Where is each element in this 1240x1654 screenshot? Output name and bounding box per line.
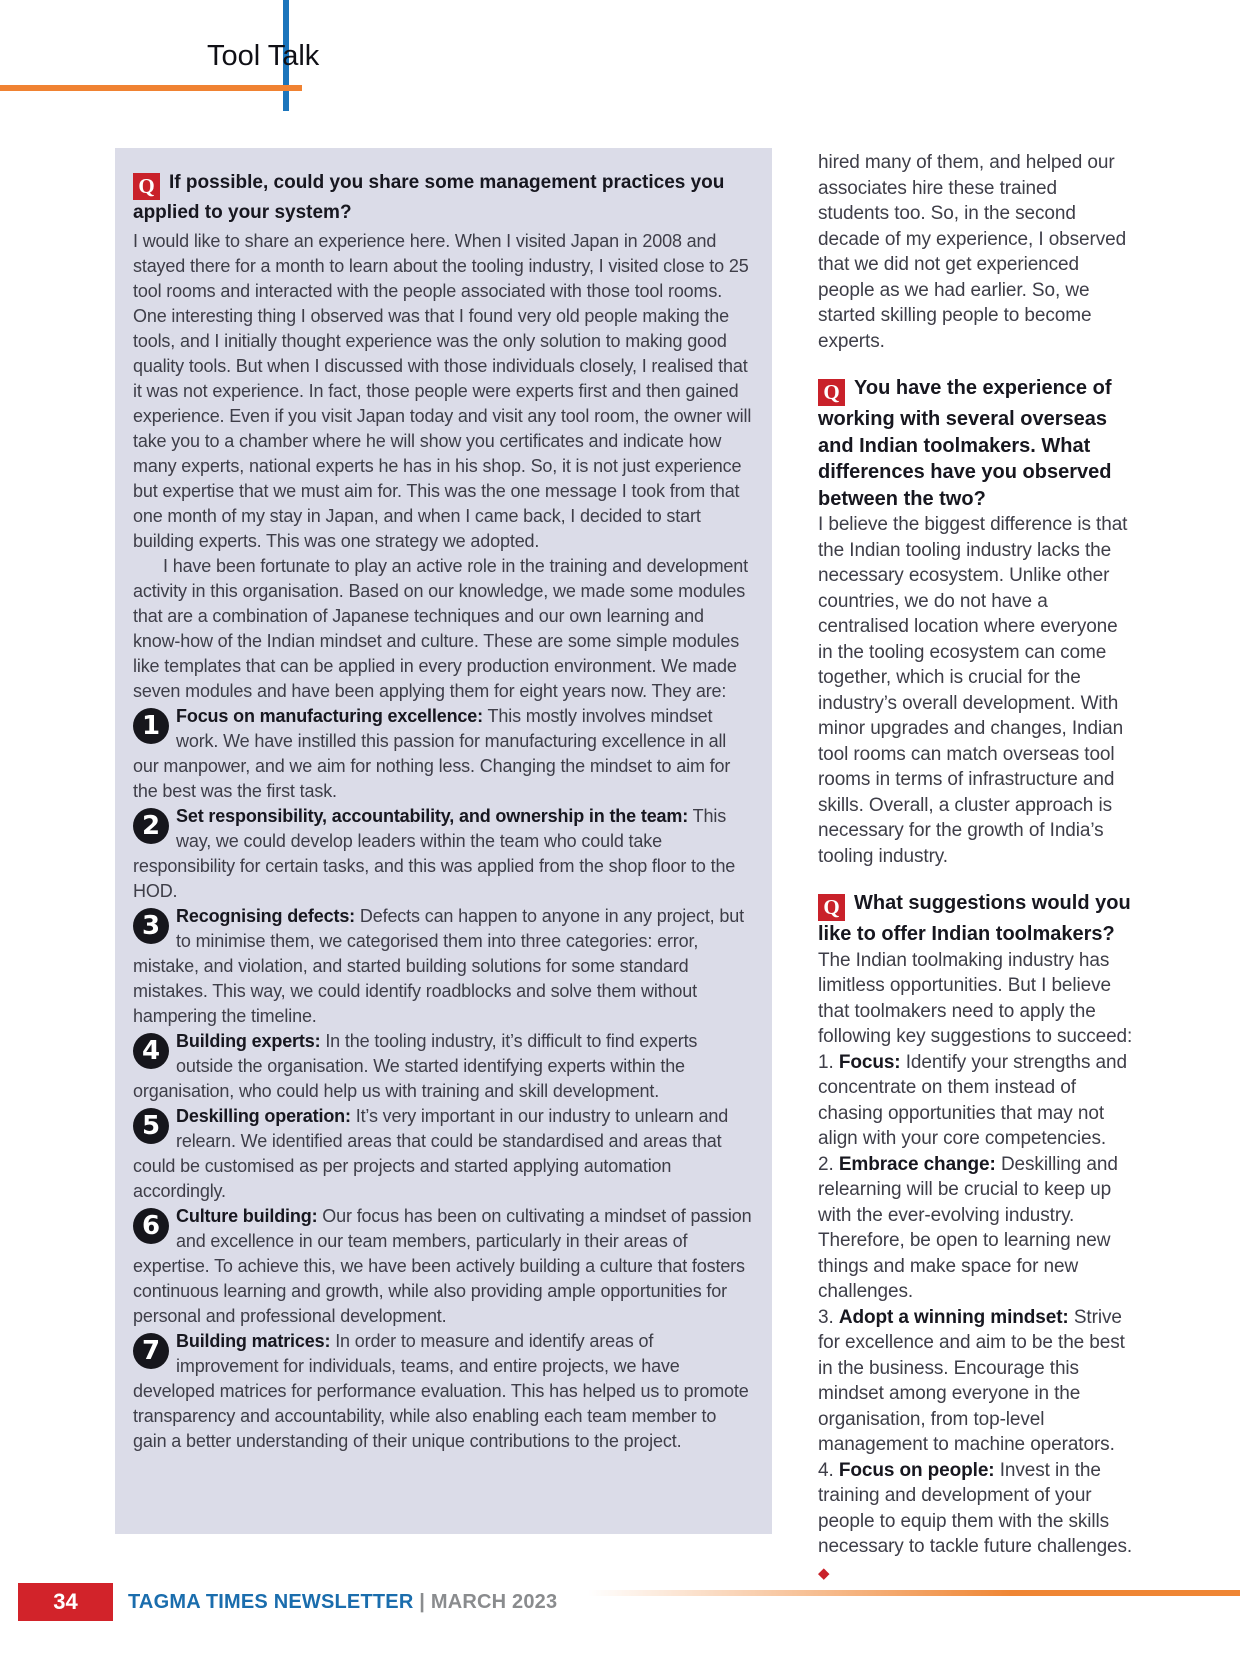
module-6-text: Our focus has been on cultivating a mindset of passion and excellence in our team members, particularly in their areas of expertise. To achieve this, we have been actively building a culture that fosters continuous learning and growth, while also providing ample opportunities for personal and professional development. xyxy=(133,1206,752,1326)
question-3 xyxy=(818,890,1133,948)
module-7-text: In order to measure and identify areas of improvement for individuals, teams, and entire projects, we have developed matrices for performance evaluation. This has helped us to promote transparency and accountability, while also enabling each team member to gain a better understanding of their unique contributions to the project. xyxy=(133,1331,749,1451)
module-item-2 xyxy=(133,804,754,904)
module-5-title: Deskilling operation: xyxy=(176,1106,351,1126)
module-item-6 xyxy=(133,1204,754,1329)
answer-paragraph-2: I have been fortunate to play an active role in the training and development activity in this organisation. Based on our knowledge, we made some modules that are a combination of Japanese techniques and our own learning and know-how of the Indian mindset and culture. These are some simple modules like templates that can be applied in every production environment. We made seven modules and have been applying them for eight years now. They are: xyxy=(133,556,748,701)
answer-paragraph-1: I would like to share an experience here. When I visited Japan in 2008 and stayed there for a month to learn about the tooling industry, I visited close to 25 tool rooms and interacted with the people associated with those tool rooms. One interesting thing I observed was that I found very old people making the tools, and I initially thought experience was the only solution to making good quality tools. But when I discussed with those individuals closely, I realised that it was not experience. In fact, those people were experts first and then gained experience. Even if you visit Japan today and visit any tool room, the owner will take you to a chamber where he will show you certificates and indicate how many experts, national experts he has in his shop. So, it is not just experience but expertise that we must aim for. This was the one message I took from that one month of my stay in Japan, and when I came back, I decided to start building experts. This was one strategy we adopted. xyxy=(133,231,752,551)
module-3-title: Recognising defects: xyxy=(176,906,356,926)
module-item-3 xyxy=(133,904,754,1029)
suggestion-1-number: 1. xyxy=(818,1051,834,1073)
end-mark-diamond-icon: ◆ xyxy=(818,1564,830,1582)
suggestion-item-3 xyxy=(818,1305,1133,1458)
module-4-number-badge: 4 xyxy=(133,1033,169,1069)
module-1-title: Focus on manufacturing excellence: xyxy=(176,706,483,726)
answer-2-paragraph: I believe the biggest difference is that the Indian tooling industry lacks the necessary ecosystem. Unlike other countries, we do not have a centralised location where everyone in the tooling ecosystem can come together, which is crucial for the industry’s overall development. With minor upgrades and changes, Indian tool rooms can match overseas tool rooms in terms of infrastructure and skills. Overall, a cluster approach is necessary for the growth of India’s tooling industry. xyxy=(818,514,1128,867)
module-item-5 xyxy=(133,1104,754,1204)
module-2-number-badge: 2 xyxy=(133,808,169,844)
q-badge-icon: Q xyxy=(818,894,845,921)
continuation-paragraph: hired many of them, and helped our associates hire these trained students too. So, in the second decade of my experience, I observed that we did not get experienced people as we had earlier. So, we started skilling people to become experts. xyxy=(818,152,1127,352)
module-7-number-badge: 7 xyxy=(133,1333,169,1369)
module-4-title: Building experts: xyxy=(176,1031,321,1051)
footer-text xyxy=(128,1583,557,1621)
module-1-number-badge: 1 xyxy=(133,708,169,744)
suggestion-1-text: Identify your strengths and concentrate on them instead of chasing opportunities that may not align with your core competencies. xyxy=(818,1051,1127,1149)
q-badge-icon: Q xyxy=(818,379,845,406)
module-2-title: Set responsibility, accountability, and ownership in the team: xyxy=(176,806,689,826)
footer-orange-rule xyxy=(588,1590,1240,1596)
suggestion-1-title: Focus: xyxy=(838,1051,901,1073)
module-5-number-badge: 5 xyxy=(133,1108,169,1144)
module-item-1 xyxy=(133,704,754,804)
module-6-title: Culture building: xyxy=(176,1206,318,1226)
answer-3-intro: The Indian toolmaking industry has limitless opportunities. But I believe that toolmakers need to apply the following key suggestions to succeed: xyxy=(818,949,1133,1047)
module-2-text: This way, we could develop leaders within the team who could take responsibility for certain tasks, and this was applied from the shop floor to the HOD. xyxy=(133,806,736,901)
header-orange-rule xyxy=(0,85,302,91)
q-badge-icon: Q xyxy=(133,173,160,200)
suggestion-3-text: Strive for excellence and aim to be the best in the business. Encourage this mindset among everyone in the organisation, from top-level management to machine operators. xyxy=(818,1306,1125,1455)
qa-box xyxy=(115,148,772,1534)
module-7-title: Building matrices: xyxy=(176,1331,331,1351)
suggestion-4-text: Invest in the training and development of your people to equip them with the skills necessary to tackle future challenges. xyxy=(818,1459,1133,1557)
suggestion-item-4 xyxy=(818,1458,1133,1587)
question-3-text: What suggestions would you like to offer Indian toolmakers? xyxy=(818,892,1131,945)
suggestion-2-text: Deskilling and relearning will be crucial to keep up with the ever-evolving industry. Therefore, be open to learning new things and make space for new challenges. xyxy=(818,1153,1118,1302)
module-3-number-badge: 3 xyxy=(133,908,169,944)
module-item-4 xyxy=(133,1029,754,1104)
module-1-text: This mostly involves mindset work. We have instilled this passion for manufacturing excellence in all our manpower, and we aim for nothing less. Changing the mindset to aim for the best was the first task. xyxy=(133,706,731,801)
module-5-text: It’s very important in our industry to unlearn and relearn. We identified areas that could be standardised and areas that could be customised as per projects and started applying automation accordingly. xyxy=(133,1106,729,1201)
issue-date: MARCH 2023 xyxy=(430,1591,558,1613)
suggestion-item-2 xyxy=(818,1152,1133,1305)
section-title: Tool Talk xyxy=(207,40,320,72)
right-column xyxy=(818,150,1133,1586)
suggestion-2-title: Embrace change: xyxy=(838,1153,996,1175)
module-3-text: Defects can happen to anyone in any project, but to minimise them, we categorised them into three categories: error, mistake, and violation, and started building solutions for some standard mistakes. This way, we could identify roadblocks and solve them without hampering the timeline. xyxy=(133,906,744,1026)
suggestion-3-number: 3. xyxy=(818,1306,834,1328)
suggestion-4-number: 4. xyxy=(818,1459,834,1481)
module-6-number-badge: 6 xyxy=(133,1208,169,1244)
question-2-text: You have the experience of working with several overseas and Indian toolmakers. What differences have you observed between the two? xyxy=(818,377,1112,510)
suggestion-3-title: Adopt a winning mindset: xyxy=(838,1306,1069,1328)
question-1 xyxy=(133,170,754,226)
question-1-text: If possible, could you share some management practices you applied to your system? xyxy=(133,172,725,223)
footer-separator: | xyxy=(419,1591,426,1613)
question-2 xyxy=(818,375,1133,512)
page-number: 34 xyxy=(53,1589,78,1614)
newsletter-title: TAGMA TIMES NEWSLETTER xyxy=(128,1591,414,1613)
suggestion-item-1 xyxy=(818,1050,1133,1152)
module-item-7 xyxy=(133,1329,754,1454)
page-number-badge xyxy=(18,1583,113,1621)
module-4-text: In the tooling industry, it’s difficult to find experts outside the organisation. We started identifying experts within the organisation, who could help us with training and skill development. xyxy=(133,1031,698,1101)
suggestion-2-number: 2. xyxy=(818,1153,834,1175)
suggestion-4-title: Focus on people: xyxy=(838,1459,995,1481)
